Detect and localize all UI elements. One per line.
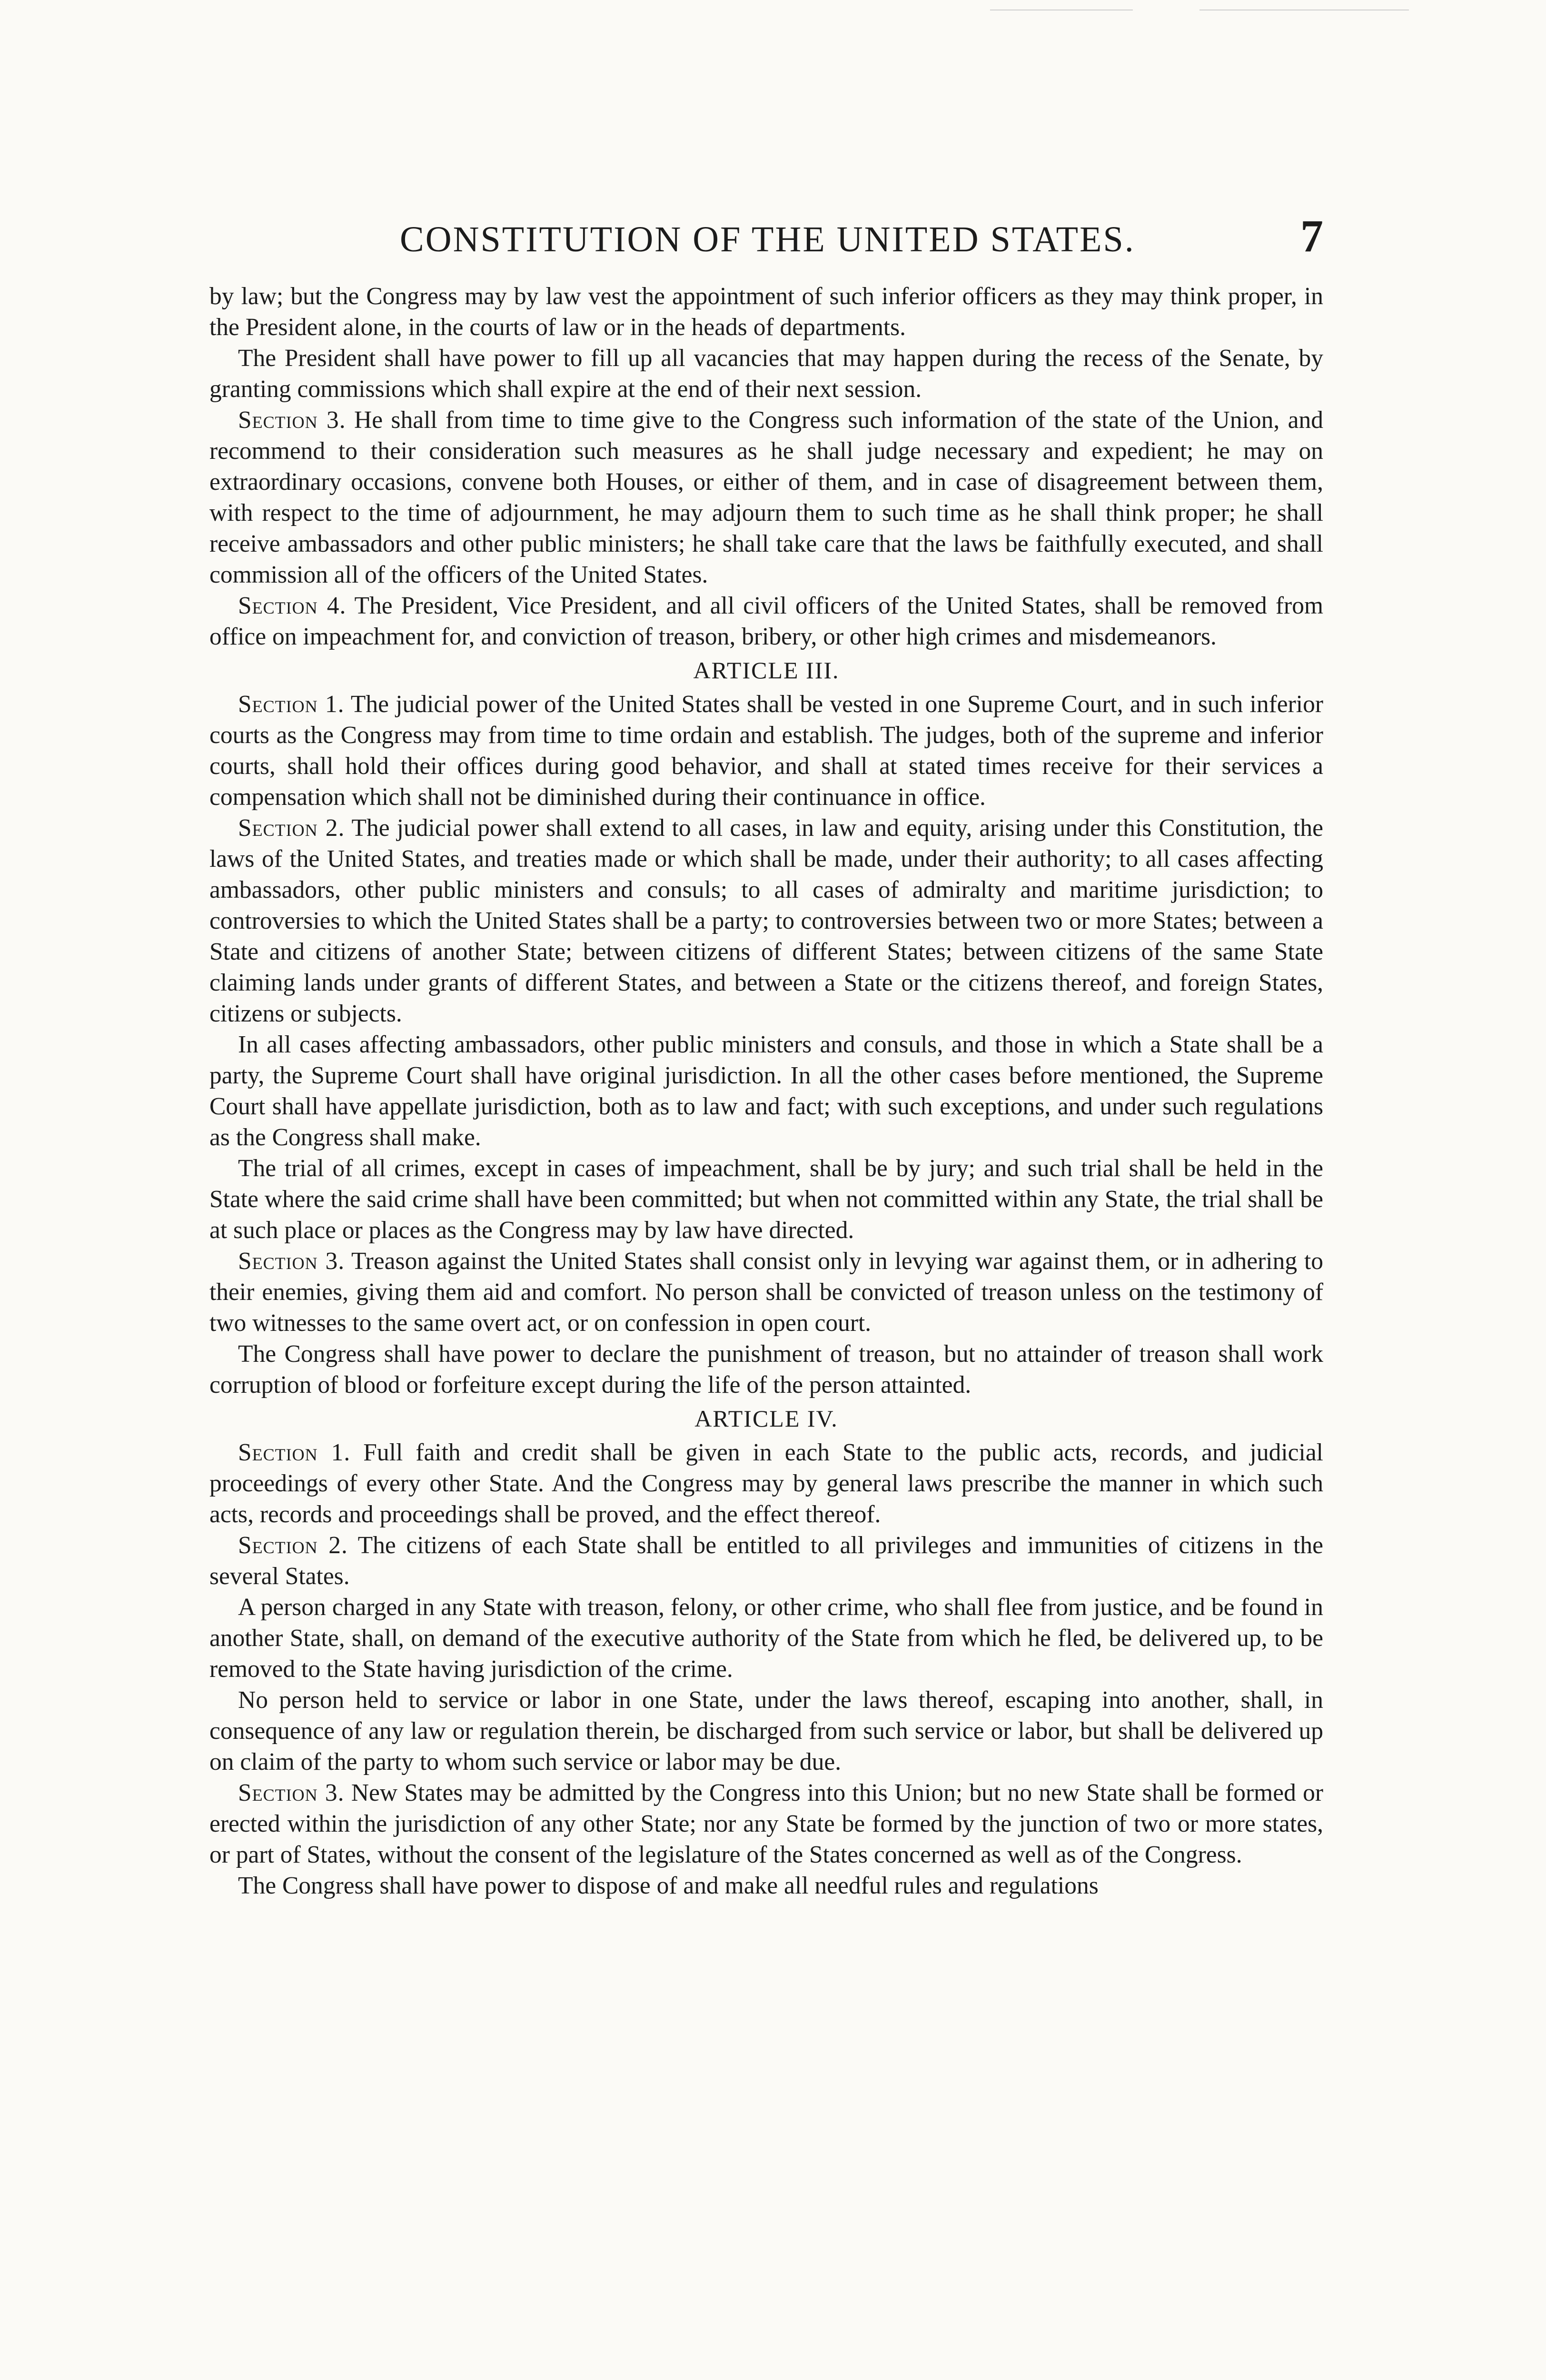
- page-number: 7: [1300, 210, 1323, 261]
- section-paragraph: [209, 590, 1323, 652]
- body-text: [209, 281, 1323, 1901]
- section-label: Section 1.: [238, 1439, 351, 1466]
- page-header: [209, 209, 1323, 262]
- section-text: The President, Vice President, and all civil officers of the United States, shall be removed from office on impeachment for, and conviction of treason, bribery, or other high crimes and misdemeanors.: [209, 592, 1323, 650]
- section-text: He shall from time to time give to the Congress such information of the state of the Union, and recommend to their consideration such measures as he shall judge necessary and expedient; he may on extraordinary occasions, convene both Houses, or either of them, and in case of disagreement between them, with respect to the time of adjournment, he may adjourn them to such time as he shall think proper; he shall receive ambassadors and other public ministers; he shall take care that the laws be faithfully executed, and shall commission all of the officers of the United States.: [209, 407, 1324, 588]
- section-paragraph: [209, 1437, 1323, 1530]
- paragraph: In all cases affecting ambassadors, other public ministers and consuls, and those in which a State shall be a party, the Supreme Court shall have original jurisdiction. In all the other cases before mentioned, the Supreme Court shall have appellate jurisdiction, both as to law and fact; with such exceptions, and under such regulations as the Congress shall make.: [209, 1031, 1323, 1151]
- paragraph: The trial of all crimes, except in cases of impeachment, shall be by jury; and such trial shall be held in the State where the said crime shall have been committed; but when not committed within any State, the trial shall be at such place or places as the Congress may by law have directed.: [209, 1155, 1323, 1244]
- section-label: Section 4.: [238, 592, 347, 619]
- section-label: Section 3.: [238, 407, 346, 434]
- paragraph: The President shall have power to fill up all vacancies that may happen during the recess of the Senate, by granting commissions which shall expire at the end of their next session.: [209, 345, 1323, 403]
- section-label: Section 3.: [238, 1248, 345, 1275]
- article-heading: ARTICLE III.: [693, 657, 840, 684]
- paragraph: The Congress shall have power to dispose of and make all needful rules and regulations: [238, 1872, 1099, 1899]
- section-text: The judicial power of the United States shall be vested in one Supreme Court, and in such inferior courts as the Congress may from time to time ordain and establish. The judges, both of the supreme and inferior courts, shall hold their offices during good behavior, and shall at stated times receive for their services a compensation which shall not be diminished during their continuance in office.: [209, 691, 1323, 811]
- section-label: Section 2.: [238, 814, 345, 842]
- section-label: Section 2.: [238, 1532, 348, 1559]
- section-text: Full faith and credit shall be given in each State to the public acts, records, and judicial proceedings of every other State. And the Congress may by general laws prescribe the manner in which such acts, records and proceedings shall be proved, and the effect thereof.: [209, 1439, 1323, 1528]
- paragraph: The Congress shall have power to declare the punishment of treason, but no attainder of treason shall work corruption of blood or forfeiture except during the life of the person attainted.: [209, 1340, 1323, 1398]
- running-title: CONSTITUTION OF THE UNITED STATES.: [400, 219, 1135, 259]
- section-text: New States may be admitted by the Congress into this Union; but no new State shall be formed or erected within the jurisdiction of any other State; nor any State be formed by the junction of two or more states, or part of States, without the consent of the legislature of the States concerned as well as of the Congress.: [209, 1779, 1324, 1868]
- section-paragraph: [209, 1530, 1323, 1592]
- paragraph: by law; but the Congress may by law vest the appointment of such inferior officers as they may think proper, in the President alone, in the courts of law or in the heads of departments.: [209, 283, 1323, 341]
- article-heading: ARTICLE IV.: [694, 1405, 838, 1432]
- section-paragraph: [209, 1777, 1323, 1870]
- section-paragraph: [209, 813, 1323, 1029]
- section-text: Treason against the United States shall consist only in levying war against them, or in adhering to their enemies, giving them aid and comfort. No person shall be convicted of treason unless on the testimony of two witnesses to the same overt act, or on confession in open court.: [209, 1248, 1324, 1337]
- section-paragraph: [209, 689, 1323, 813]
- section-text: The citizens of each State shall be entitled to all privileges and immunities of citizens in the several States.: [209, 1532, 1323, 1590]
- paragraph: A person charged in any State with treason, felony, or other crime, who shall flee from justice, and be found in another State, shall, on demand of the executive authority of the State from which he fled, be delivered up, to be removed to the State having jurisdiction of the crime.: [209, 1594, 1323, 1683]
- paragraph: No person held to service or labor in one State, under the laws thereof, escaping into another, shall, in consequence of any law or regulation therein, be discharged from such service or labor, but shall be delivered up on claim of the party to whom such service or labor may be due.: [209, 1686, 1323, 1775]
- section-label: Section 1.: [238, 691, 345, 718]
- section-paragraph: [209, 405, 1323, 590]
- section-label: Section 3.: [238, 1779, 345, 1806]
- section-paragraph: [209, 1246, 1323, 1339]
- section-text: The judicial power shall extend to all cases, in law and equity, arising under this Constitution, the laws of the United States, and treaties made or which shall be made, under their authority; to all cases affecting ambassadors, other public ministers and consuls; to all cases of admiralty and maritime jurisdiction; to controversies to which the United States shall be a party; to controversies between two or more States; between a State and citizens of another State; between citizens of different States; between citizens of the same State claiming lands under grants of different States, and between a State or the citizens thereof, and foreign States, citizens or subjects.: [209, 814, 1323, 1027]
